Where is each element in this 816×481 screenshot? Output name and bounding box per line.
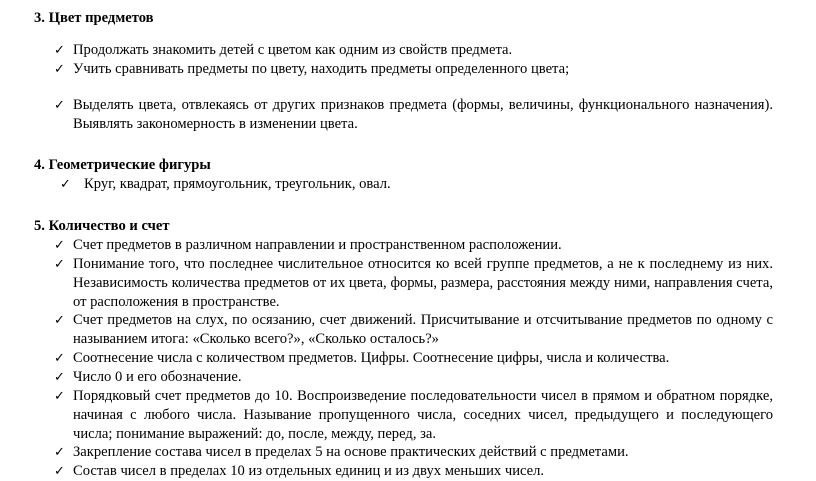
list-item-text: Порядковый счет предметов до 10. Воспроизведение последовательности чисел в прямом и обратном порядке, начиная с любого числа. Называние пропущенного числа, соседних чисел, предыдущего и последующего числа; понимание выражений: до, после, между, перед, за. [73,388,773,442]
section-heading-shapes: 4. Геометрические фигуры [34,157,211,173]
section-heading-counting: 5. Количество и счет [34,218,170,234]
list-item-text: Выделять цвета, отвлекаясь от других признаков предмета (формы, величины, функционального назначения). Выявлять закономерность в изменении цвета. [73,97,773,132]
checkmark-icon: ✓ [54,389,65,404]
list-item-text: Счет предметов на слух, по осязанию, счет движений. Присчитывание и отсчитывание предметов по одному с называнием итога: «Сколько всего?», «Сколько осталось?» [73,312,773,347]
checkmark-icon: ✓ [54,445,65,460]
list-item-text: Состав чисел в пределах 10 из отдельных единиц и из двух меньших чисел. [73,463,545,479]
checkmark-icon: ✓ [54,257,65,272]
checkmark-icon: ✓ [54,313,65,328]
list-item-text: Счет предметов в различном направлении и пространственном расположении. [73,237,562,253]
checkmark-icon: ✓ [54,464,65,479]
checkmark-icon: ✓ [54,98,65,113]
checkmark-icon: ✓ [54,351,65,366]
list-item-text: Учить сравнивать предметы по цвету, находить предметы определенного цвета; [73,61,570,77]
list-item-text: Круг, квадрат, прямоугольник, треугольник, овал. [84,176,391,192]
section-heading-color: 3. Цвет предметов [34,10,154,26]
checkmark-icon: ✓ [54,43,65,58]
list-item-text: Продолжать знакомить детей с цветом как одним из свойств предмета. [73,42,513,58]
list-item-text: Число 0 и его обозначение. [73,369,242,385]
checkmark-icon: ✓ [54,370,65,385]
list-item-text: Понимание того, что последнее числительное относится ко всей группе предметов, а не к последнему из них. Независимость количества предметов от их цвета, формы, размера, расстояния между ними, направления счета, от расположения в пространстве. [73,256,773,310]
list-item-text: Соотнесение числа с количеством предметов. Цифры. Соотнесение цифры, числа и количества. [73,350,670,366]
checkmark-icon: ✓ [54,238,65,253]
checkmark-icon: ✓ [60,177,71,192]
checkmark-icon: ✓ [54,62,65,77]
list-item-text: Закрепление состава чисел в пределах 5 на основе практических действий с предметами. [73,444,629,460]
